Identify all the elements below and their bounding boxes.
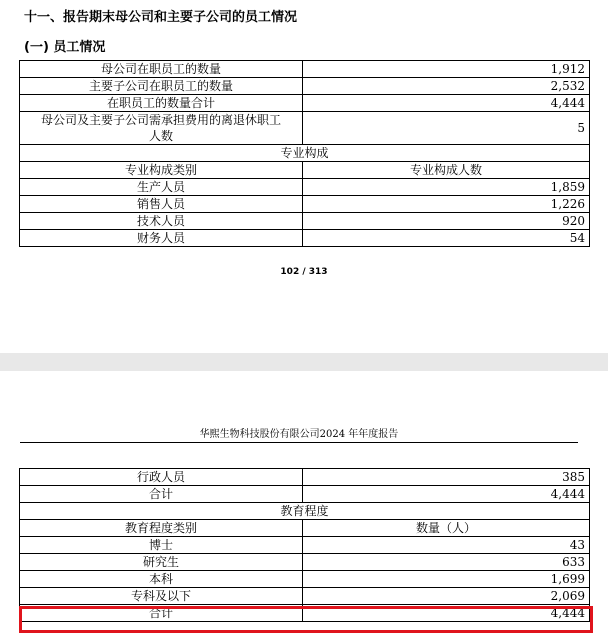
table-header-row [20,520,590,537]
table-header-row [20,162,590,179]
row-value: 633 [303,554,590,571]
highlight-box [19,606,593,633]
row-value: 5 [303,112,590,145]
row-label: 合计 [20,486,303,503]
row-value: 1,226 [303,196,590,213]
row-label: 销售人员 [20,196,303,213]
row-label: 技术人员 [20,213,303,230]
row-label: 生产人员 [20,179,303,196]
table-row [20,230,590,247]
col-header-count: 数量（人） [303,520,590,537]
col-header-category: 专业构成类别 [20,162,303,179]
table-row [20,486,590,503]
running-header: 华熙生物科技股份有限公司2024 年年度报告 [20,425,578,443]
row-value: 2,532 [303,78,590,95]
table-row [20,179,590,196]
table-row [20,61,590,78]
table-row [20,469,590,486]
table-row [20,196,590,213]
section-header-professional: 专业构成 [20,145,590,162]
page-number: 102 / 313 [280,267,328,277]
row-value: 1,859 [303,179,590,196]
row-label: 专科及以下 [20,588,303,605]
row-label: 行政人员 [20,469,303,486]
col-header-category: 教育程度类别 [20,520,303,537]
row-label: 财务人员 [20,230,303,247]
row-label: 研究生 [20,554,303,571]
row-label: 主要子公司在职员工的数量 [20,78,303,95]
subsection-title: (一) 员工情况 [24,40,106,55]
table-row [20,554,590,571]
table-row [20,78,590,95]
row-label-line1: 母公司及主要子公司需承担费用的离退休职工 [40,113,281,127]
row-label: 博士 [20,537,303,554]
row-value: 43 [303,537,590,554]
table-section-row [20,145,590,162]
page-break [0,353,608,371]
row-value: 385 [303,469,590,486]
row-value: 920 [303,213,590,230]
table-section-row [20,503,590,520]
row-value: 54 [303,230,590,247]
row-label-line2: 人数 [148,129,173,143]
table-row [20,112,590,145]
row-label: 本科 [20,571,303,588]
row-label: 母公司在职员工的数量 [20,61,303,78]
row-value: 4,444 [303,95,590,112]
section-title: 十一、报告期末母公司和主要子公司的员工情况 [24,10,298,25]
table-row [20,537,590,554]
col-header-count: 专业构成人数 [303,162,590,179]
row-label [20,112,303,145]
employee-table-part2 [19,468,590,622]
section-header-education: 教育程度 [20,503,590,520]
row-value: 2,069 [303,588,590,605]
row-value: 1,699 [303,571,590,588]
table-row [20,213,590,230]
table-row [20,95,590,112]
employee-table-part1 [19,60,590,247]
row-value: 4,444 [303,486,590,503]
row-value: 4,444 [303,605,590,622]
row-label: 合计 [20,605,303,622]
table-row [20,571,590,588]
row-value: 1,912 [303,61,590,78]
row-label: 在职员工的数量合计 [20,95,303,112]
table-row [20,588,590,605]
